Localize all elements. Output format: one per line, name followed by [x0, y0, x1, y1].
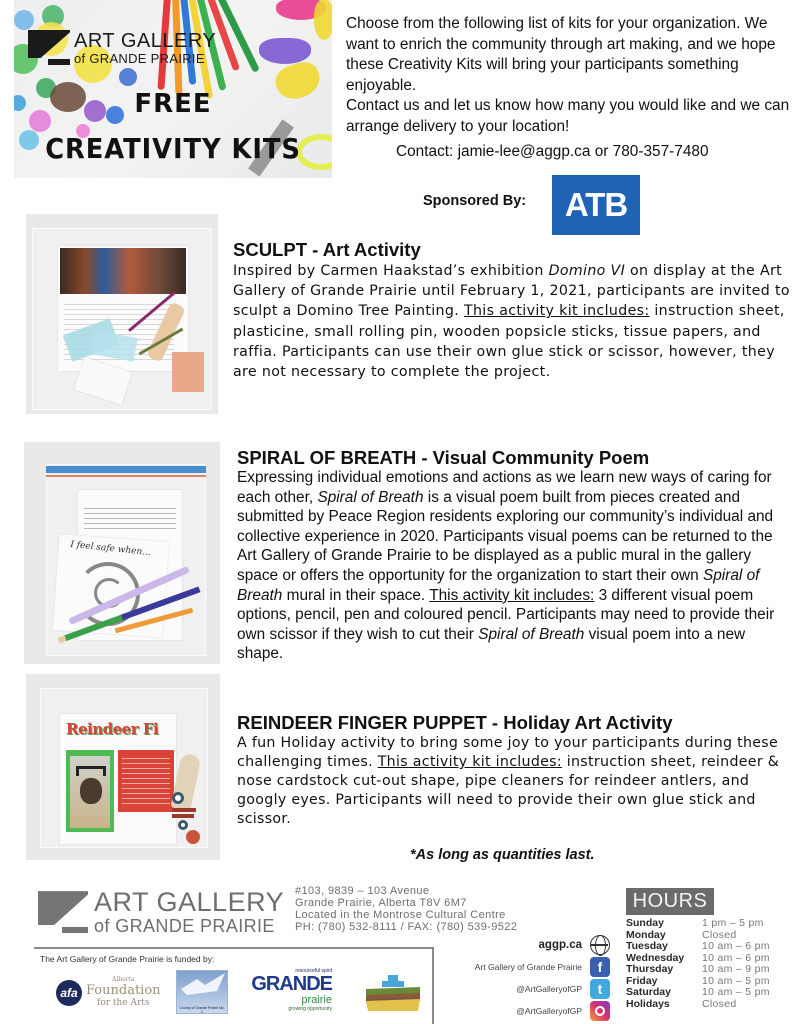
- phone-fax-line: PH: (780) 532-8111 / FAX: (780) 539-9522: [295, 921, 518, 933]
- googly-eye: [178, 820, 188, 830]
- footer-logo-line2: of GRANDE PRAIRIE: [94, 916, 275, 937]
- kit-title-sculpt: SCULPT - Art Activity: [233, 239, 421, 260]
- afa-line: Alberta: [112, 976, 135, 983]
- contact-line[interactable]: Contact: jamie-lee@aggp.ca or 780-357-7480: [396, 143, 709, 160]
- sponsored-by-label: Sponsored By:: [423, 193, 527, 209]
- gp-tagline-bottom: growing opportunity: [288, 1006, 332, 1012]
- header-banner-image: [14, 0, 332, 178]
- twitter-icon: t: [590, 979, 610, 999]
- includes-label: This activity kit includes:: [377, 754, 562, 770]
- desc-italic-title: Domino VI: [548, 263, 626, 279]
- address-line: #103, 9839 – 103 Avenue: [295, 885, 430, 897]
- sheet-title: Reindeer Fi: [66, 720, 159, 738]
- kit-desc-sculpt: [233, 261, 792, 382]
- instagram-icon: [590, 1001, 610, 1021]
- county-bird-icon: [177, 971, 229, 1001]
- hours-time: 10 am – 6 pm: [702, 951, 770, 964]
- kit-title-spiral: SPIRAL OF BREATH - Visual Community Poem: [237, 447, 650, 468]
- desc-text: Inspired by Carmen Haakstad’s exhibition: [233, 263, 549, 279]
- includes-label: This activity kit includes:: [463, 303, 650, 320]
- googly-eye: [172, 792, 184, 804]
- desc-text: on display at the Art Gallery of Grande Prairie until February 1, 2021, participants are invited to sculpt a Domino Tree Painting.: [233, 263, 790, 320]
- hours-time: 10 am – 5 pm: [702, 974, 770, 987]
- afa-logo-text: [86, 976, 161, 1009]
- hours-time: 10 am – 5 pm: [702, 986, 770, 998]
- afa-logo-icon: afa: [56, 980, 82, 1006]
- desc-italic-title: Spiral of Breath: [317, 488, 424, 506]
- kit-desc-spiral: [237, 468, 792, 664]
- instagram-link[interactable]: [516, 1001, 610, 1021]
- hours-row: [626, 918, 770, 930]
- afa-line: Foundation: [86, 983, 161, 998]
- reindeer-head: [80, 778, 102, 804]
- hours-heading: HOURS: [626, 888, 714, 915]
- zip-seal: [46, 466, 206, 473]
- county-caption: County of Grande Prairie No. 1: [179, 1006, 225, 1014]
- grande-prairie-city-logo: [252, 968, 332, 1012]
- desc-italic-title: Spiral of Breath: [237, 566, 760, 604]
- intro-paragraph: Choose from the following list of kits for your organization. We want to enrich the community through art making, and we hope these Creativity Kits will bring your participants something enjoyable.: [346, 15, 776, 94]
- poem-card-text: I feel safe when...: [69, 539, 152, 559]
- hours-day: Wednesday: [626, 951, 685, 964]
- reindeer-antler: [76, 766, 106, 776]
- sheet-text-lines: [84, 504, 176, 532]
- includes-label: This activity kit includes:: [429, 586, 595, 604]
- desc-text: is a visual poem built from pieces created and submitted by Peace Region residents exploring our community’s individual and collective experience in 2020. Participants visual poems can be returned to the Art Gallery of Grande Prairie to be displayed as a public mural in the gallery space or offers the opportunity for the organization to start their own: [237, 488, 774, 584]
- quantities-note: *As long as quantities last.: [410, 847, 595, 863]
- hours-day: Monday: [626, 928, 666, 941]
- footer-gallery-logo: [38, 888, 284, 936]
- municipal-district-logo-icon: [364, 975, 422, 1013]
- facebook-link[interactable]: [475, 957, 610, 977]
- desc-text: instruction sheet, plasticine, small rolling pin, wooden popsicle sticks, tissue papers, and raffia. Participants can use their own glue stick or scissor, however, they are not necessary to complete the project.: [233, 303, 785, 381]
- desc-text: Expressing individual emotions and actions as we learn new ways of caring for each other,: [237, 469, 772, 506]
- funded-by-label: The Art Gallery of Grande Prairie is funded by:: [40, 954, 215, 964]
- hours-row: [626, 964, 770, 976]
- address-line: Located in the Montrose Cultural Centre: [295, 909, 506, 921]
- embroidery-thread-decoration: [314, 0, 332, 40]
- banner-logo-line2: of GRANDE PRAIRIE: [74, 50, 205, 66]
- hours-time: Closed: [702, 928, 737, 941]
- gp-logo-main: GRANDE: [251, 973, 332, 995]
- pipe-cleaner: [172, 814, 194, 818]
- hours-time: 10 am – 6 pm: [702, 940, 770, 952]
- sheet-header-image: [60, 248, 186, 294]
- desc-italic-title: Spiral of Breath: [478, 625, 585, 643]
- footer-logo-line1: ART GALLERY: [94, 887, 285, 917]
- desc-text: visual poem into a new shape.: [237, 625, 746, 663]
- hours-row: [626, 941, 770, 953]
- hours-time: Closed: [702, 997, 737, 1010]
- pom-pom-decoration: [14, 10, 34, 30]
- hours-time: 1 pm – 5 pm: [702, 917, 764, 929]
- website-label[interactable]: aggp.ca: [538, 938, 582, 951]
- hours-day: Holidays: [626, 997, 670, 1010]
- nose-cutout: [186, 830, 200, 844]
- gallery-logo-mark-icon: [38, 891, 88, 933]
- kit-desc-reindeer: [237, 734, 792, 829]
- sculpt-kit-photo: [26, 214, 218, 414]
- gp-logo-sub: prairie: [301, 994, 332, 1006]
- hours-day: Sunday: [626, 917, 664, 929]
- website-link[interactable]: [539, 935, 610, 955]
- desc-text: 3 different visual poem options, pencil, pen and coloured pencil. Participants may need to provide their own scissor if they wish to cut their: [237, 586, 775, 643]
- hours-day: Saturday: [626, 986, 671, 998]
- desc-text: mural in their space.: [282, 586, 430, 604]
- hours-day: Thursday: [626, 963, 674, 975]
- intro-text: [346, 14, 792, 137]
- hours-row: [626, 987, 770, 999]
- kit-title-reindeer: REINDEER FINGER PUPPET - Holiday Art Activity: [237, 712, 673, 733]
- globe-icon: [590, 935, 610, 955]
- reindeer-kit-photo: [26, 674, 220, 860]
- instructions-text-lines: [122, 754, 170, 808]
- zip-seal-red: [46, 475, 206, 477]
- banner-free-text: FREE: [134, 89, 212, 119]
- afa-line: for the Arts: [96, 998, 150, 1008]
- address-line: Grande Prairie, Alberta T8V 6M7: [295, 897, 467, 909]
- instagram-label[interactable]: @ArtGalleryofGP: [516, 1006, 582, 1016]
- desc-text: instruction sheet, reindeer & nose cardstock cut-out shape, pipe cleaners for reindeer antlers, and googly eyes. Participants will need to provide their own glue stick and scissor.: [237, 754, 780, 827]
- hours-row: [626, 999, 770, 1011]
- banner-gallery-logo: [28, 30, 216, 66]
- embroidery-thread-decoration: [259, 38, 311, 64]
- gallery-logo-mark-icon: [28, 30, 70, 66]
- facebook-icon: f: [590, 957, 610, 977]
- atb-sponsor-logo: ATB: [552, 175, 640, 235]
- pom-pom-decoration: [119, 68, 137, 86]
- hours-table: [626, 918, 770, 1010]
- spiral-kit-photo: [24, 442, 220, 664]
- gp-tagline-top: resourceful spirit: [295, 968, 332, 974]
- gallery-address: [295, 885, 517, 933]
- hours-day: Tuesday: [626, 940, 668, 952]
- desc-text: A fun Holiday activity to bring some joy to your participants during these challenging times.: [237, 735, 779, 770]
- twitter-link[interactable]: [516, 979, 610, 999]
- banner-logo-line1: ART GALLERY: [74, 29, 217, 52]
- banner-title: CREATIVITY KITS: [45, 132, 301, 165]
- hours-time: 10 am – 9 pm: [702, 963, 770, 975]
- plasticine-block: [172, 352, 204, 392]
- pipe-cleaner: [172, 808, 196, 812]
- intro-paragraph-2: Contact us and let us know how many you would like and we can arrange delivery to your location!: [346, 97, 790, 135]
- hours-day: Friday: [626, 974, 658, 987]
- facebook-label[interactable]: Art Gallery of Grande Prairie: [474, 962, 582, 972]
- twitter-label[interactable]: @ArtGalleryofGP: [516, 984, 582, 994]
